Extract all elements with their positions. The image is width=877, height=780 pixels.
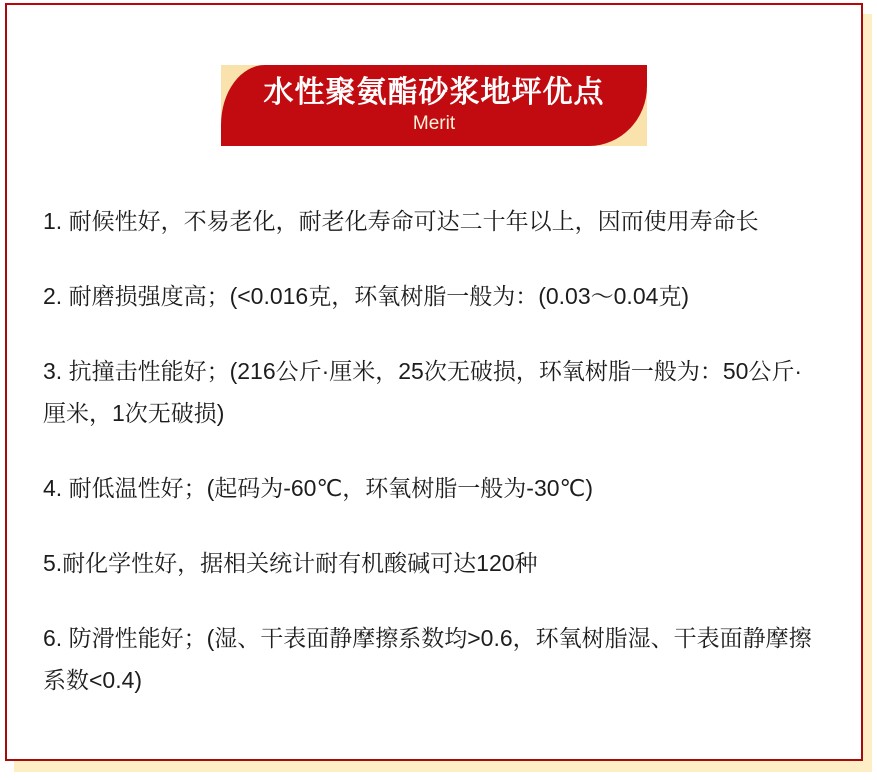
page-title: 水性聚氨酯砂浆地坪优点 (263, 76, 605, 109)
merit-item-2: 2. 耐磨损强度高；(<0.016克，环氧树脂一般为：(0.03～0.04克) (43, 283, 690, 309)
banner-text-block (221, 65, 647, 146)
merits-list (43, 200, 823, 701)
title-banner (221, 65, 647, 146)
merit-item-6: 6. 防滑性能好；(湿、干表面静摩擦系数均>0.6，环氧树脂湿、干表面静摩擦系数<0.4) (43, 625, 812, 693)
merit-item-1: 1. 耐候性好，不易老化，耐老化寿命可达二十年以上，因而使用寿命长 (43, 208, 759, 234)
merit-item-4: 4. 耐低温性好；(起码为-60℃，环氧树脂一般为-30℃) (43, 475, 594, 501)
document-card (5, 3, 863, 761)
merit-item-5: 5.耐化学性好，据相关统计耐有机酸碱可达120种 (43, 550, 538, 576)
merit-item-3: 3. 抗撞击性能好；(216公斤·厘米，25次无破损，环氧树脂一般为：50公斤·厘米，1次无破损) (43, 358, 803, 426)
page-subtitle: Merit (412, 113, 456, 134)
